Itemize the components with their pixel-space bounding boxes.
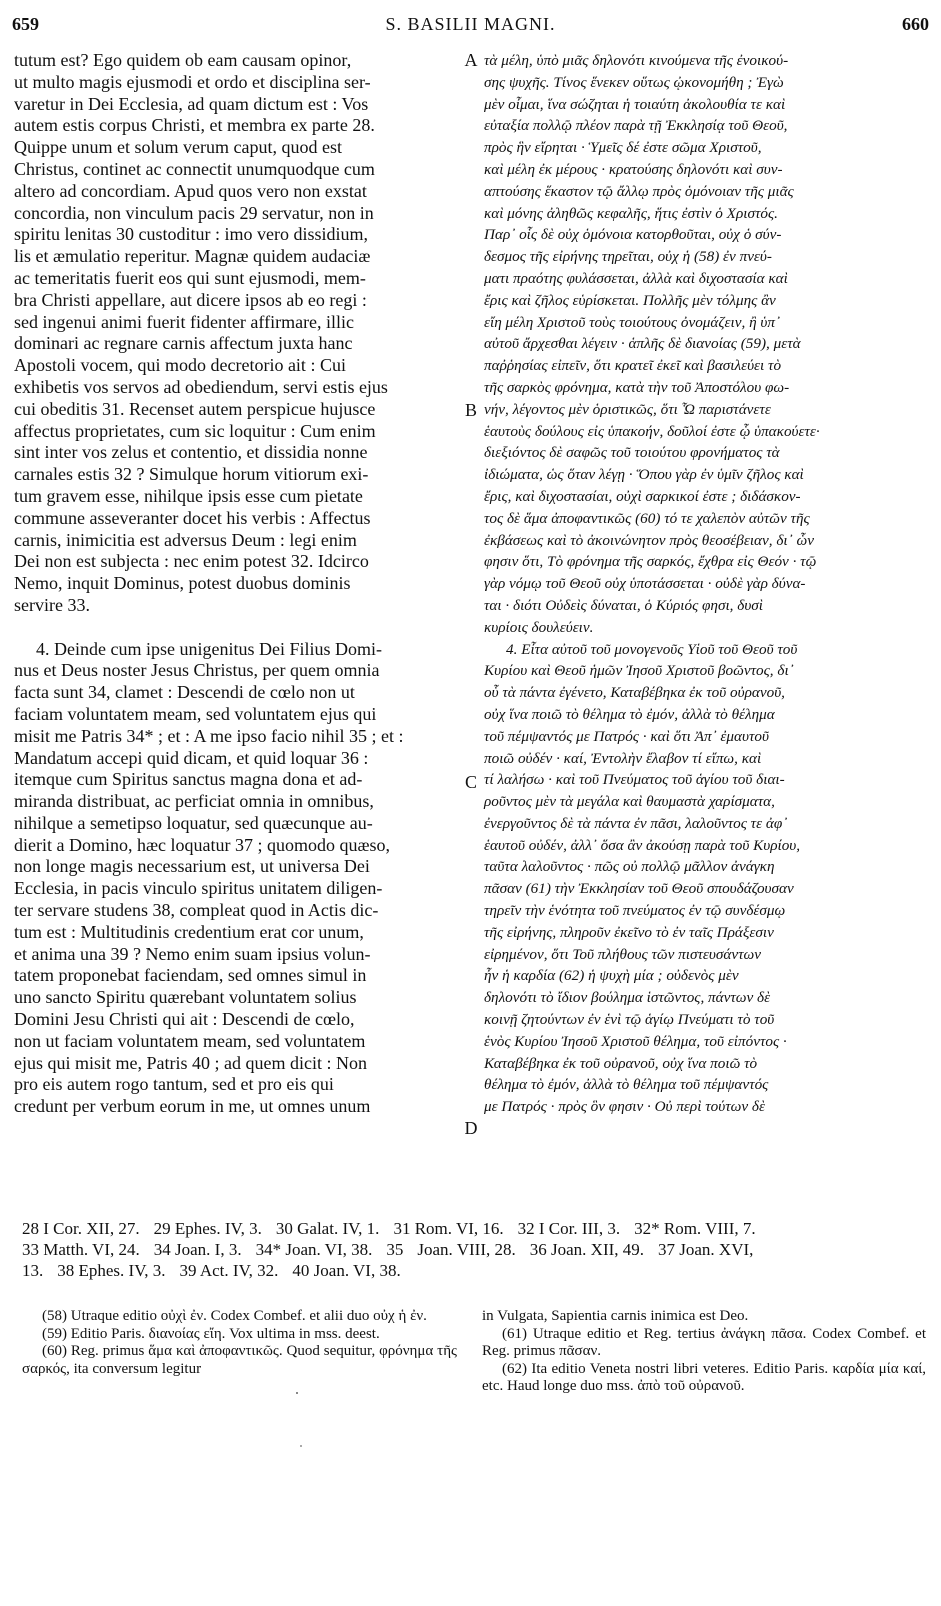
- latin-text-line: ac temeritatis fuerit eos qui sunt ejusmodi, mem-: [14, 267, 366, 288]
- latin-text-line: Dei non est subjecta : nec enim potest 32. Idcirco: [14, 551, 369, 572]
- footnote-reference: 34 Joan. I, 3.: [153, 1240, 242, 1259]
- latin-text-line: et anima una 39 ? Nemo enim suam ipsius volun-: [14, 943, 371, 964]
- latin-text-line: ut multo magis ejusmodi et ordo et disciplina ser-: [14, 71, 371, 92]
- latin-text-line: miranda distribuat, ac perficiat omnia in omnibus,: [14, 791, 374, 812]
- greek-text-line: τος δὲ ἅμα ἀποφαντικῶς (60) τό τε χαλεπὸν αὐτῶν τῆς: [484, 509, 810, 527]
- column-marker-d: D: [464, 1118, 478, 1138]
- greek-text-line: απτούσης ἕκαστον τῷ ἄλλῳ πρὸς ὁμόνοιαν τῆς μιᾶς: [484, 182, 794, 200]
- greek-text-line: ποιῶ οὐδέν · καί, Ἐντολὴν ἔλαβον τί εἴπω, καὶ: [484, 749, 762, 767]
- latin-text-line: uno sancto Spiritu quærebant voluntatem solius: [14, 987, 357, 1008]
- latin-text-line: misit me Patris 34* ; et : A me ipso facio nihil 35 ; et :: [14, 725, 404, 746]
- page-number-right: 660: [902, 14, 929, 34]
- greek-text-line: οὐχ ἵνα ποιῶ τὸ θέλημα τὸ ἐμόν, ἀλλὰ τὸ θέλημα: [484, 705, 775, 723]
- latin-text-line: spiritu lenitas 30 custoditur : imo vero dissidium,: [14, 224, 368, 245]
- latin-text-line: non longe magis necessarium est, ut universa Dei: [14, 856, 370, 877]
- latin-text-line: dominari ac regnare carnis affectum juxta hanc: [14, 333, 353, 354]
- greek-text-line: τί λαλήσω · καὶ τοῦ Πνεύματος τοῦ ἁγίου τοῦ διαι-: [484, 771, 785, 789]
- greek-text-line: τοῦ πέμψαντός με Πατρός · καὶ ὅτι Ἀπ᾽ ἐμαυτοῦ: [484, 727, 769, 745]
- footnote-reference: Joan. VIII, 28.: [417, 1240, 516, 1259]
- greek-text-line: εἴη μέλη Χριστοῦ τοὺς τοιούτους ὀνομάζειν, ἢ ὑπ᾽: [484, 313, 781, 331]
- latin-text-line: lis et æmulatio reperitur. Magnæ quidem audaciæ: [14, 246, 371, 267]
- latin-text-line: varetur in Dei Ecclesia, ad quam dictum est : Vos: [14, 93, 369, 114]
- column-marker-a: A: [464, 50, 478, 70]
- greek-text-line: παῤῥησίας εἰπεῖν, ὅτι κρατεῖ ἐκεῖ καὶ βασιλεύει τὸ: [484, 357, 782, 375]
- greek-text-line: γὰρ νόμῳ τοῦ Θεοῦ οὐχ ὑποτάσσεται · οὐδὲ γὰρ δύνα-: [484, 575, 806, 593]
- latin-text-line: sint inter vos zelus et contentio, et dissidia nonne: [14, 442, 368, 463]
- greek-text-line: ἔρις καὶ ζῆλος εὑρίσκεται. Πολλῆς μὲν τόλμης ἂν: [484, 291, 776, 309]
- latin-text-line: tum gravem esse, nihilque ipsis esse cum pietate: [14, 485, 363, 506]
- greek-text-line: διεξιόντος δὲ σαφῶς τοῦ τοιούτου φρονήματος τὰ: [484, 444, 780, 462]
- footnote-reference: 29 Ephes. IV, 3.: [153, 1219, 262, 1238]
- latin-text-line: Mandatum accepi quid dicam, et quid loquar 36 :: [14, 747, 369, 768]
- latin-text-line: ter servare studens 38, compleat quod in Actis dic-: [14, 900, 379, 921]
- footnote-row: [22, 1239, 929, 1260]
- greek-text-line: τὰ μέλη, ὑπὸ μιᾶς δηλονότι κινούμενα τῆς ἐνοικού-: [484, 52, 789, 69]
- greek-text-line: κοινῇ ζητούντων ἐν ἑνὶ τῷ ἁγίῳ Πνεύματι τὸ τοῦ: [484, 1011, 775, 1029]
- footnote-reference: 33 Matth. VI, 24.: [22, 1240, 140, 1259]
- latin-text-line: Apostoli vocem, qui modo decretorio ait : Cui: [14, 355, 346, 376]
- greek-text-line: πᾶσαν (61) τὴν Ἐκκλησίαν τοῦ Θεοῦ σπουδάζουσαν: [484, 880, 794, 898]
- latin-text-line: non ut faciam voluntatem meam, sed voluntatem: [14, 1030, 366, 1051]
- critical-note: (60) Reg. primus ἅμα καὶ ἀποφαντικῶς. Quod sequitur, φρόνημα τῆς σαρκός, ita conversum legitur: [22, 1343, 457, 1377]
- latin-text-line: facta sunt 34, clamet : Descendi de cœlo non ut: [14, 682, 355, 703]
- footnote-row: [22, 1218, 929, 1239]
- greek-text-line: ἔρις, καὶ διχοστασίαι, οὐχὶ σαρκικοί ἐστε ; διδάσκον-: [484, 487, 801, 505]
- footnote-reference: 32 I Cor. III, 3.: [517, 1219, 621, 1238]
- latin-text-line: Christus, continet ac connectit unumquodque cum: [14, 158, 375, 179]
- footnote-reference: 31 Rom. VI, 16.: [393, 1219, 504, 1238]
- critical-note: (62) Ita editio Veneta nostri libri veteres. Editio Paris. καρδία μία καί, etc. Haud longe duo mss. ἀπὸ τοῦ οὐρανοῦ.: [482, 1360, 926, 1394]
- latin-text-line: tutum est? Ego quidem ob eam causam opinor,: [14, 50, 352, 70]
- latin-text-line: autem estis corpus Christi, et membra ex parte 28.: [14, 115, 375, 136]
- latin-text-line: servire 33.: [14, 594, 90, 615]
- greek-text-line: ἑνὸς Κυρίου Ἰησοῦ Χριστοῦ θέλημα, τοῦ εἰπόντος ·: [484, 1032, 787, 1050]
- latin-text-line: affectus proprietates, cum sic loquitur : Cum enim: [14, 420, 376, 441]
- greek-text-line: καὶ μόνης ἀληθῶς κεφαλῆς, ἥτις ἐστὶν ὁ Χριστός.: [484, 204, 778, 222]
- latin-text-line: Quippe unum et solum verum caput, quod est: [14, 137, 342, 158]
- latin-text-line: tum est : Multitudinis credentium erat cor unum,: [14, 921, 364, 942]
- footnote-reference: 30 Galat. IV, 1.: [275, 1219, 380, 1238]
- greek-text-line: κυρίοις δουλεύειν.: [484, 618, 594, 636]
- greek-text-line: δεσμος τῆς εἰρήνης τηρεῖται, οὐχ ἡ (58) ἐν πνεύ-: [484, 248, 772, 266]
- latin-text-line: credunt per verbum eorum in me, ut omnes unum: [14, 1096, 371, 1117]
- greek-text-line: εὐταξία πολλῷ πλέον παρὰ τῇ Ἐκκλησίᾳ τοῦ Θεοῦ,: [484, 117, 788, 135]
- footnote-reference: 40 Joan. VI, 38.: [292, 1261, 401, 1280]
- latin-text-line: Domini Jesu Christi qui ait : Descendi de cœlo,: [14, 1009, 355, 1030]
- latin-text-line: cui obeditis 31. Recenset autem perspicue hujusce: [14, 398, 376, 419]
- footnote-reference: 34* Joan. VI, 38.: [255, 1240, 373, 1259]
- critical-notes-right: [482, 1308, 926, 1396]
- footnote-reference: 39 Act. IV, 32.: [179, 1261, 279, 1280]
- greek-text-line: φησιν ὅτι, Τὸ φρόνημα τῆς σαρκός, ἔχθρα εἰς Θεόν · τῷ: [484, 553, 817, 571]
- greek-text-line: τηρεῖν τὴν ἑνότητα τοῦ πνεύματος ἐν τῷ συνδέσμῳ: [484, 902, 786, 920]
- greek-text-line: ματι πραότης φυλάσσεται, ἀλλὰ καὶ διχοστασία καὶ: [484, 269, 788, 287]
- latin-text-line: altero ad concordiam. Apud quos vero non exstat: [14, 180, 367, 201]
- latin-text-line: Ecclesia, in pacis vinculo spiritus unitatem diligen-: [14, 878, 383, 899]
- greek-text-line: με Πατρός · πρὸς ὃν φησιν · Οὐ περὶ τούτων δὲ: [484, 1098, 765, 1116]
- latin-text-line: ejus qui misit me, Patris 40 ; ad quem dicit : Non: [14, 1052, 367, 1073]
- greek-text-line: ἑαυτοὺς δούλους εἰς ὑπακοήν, δοῦλοί ἐστε ᾧ ὑπακούετε·: [484, 422, 820, 440]
- critical-notes-left: [22, 1308, 457, 1378]
- page-number-left: 659: [12, 14, 39, 34]
- critical-note: (61) Utraque editio et Reg. tertius ἀνάγκη πᾶσα. Codex Combef. et Reg. primus πᾶσαν.: [482, 1325, 926, 1359]
- latin-text-line: 4. Deinde cum ipse unigenitus Dei Filius Domi-: [36, 638, 382, 659]
- critical-note: (58) Utraque editio οὐχὶ ἐν. Codex Combef. et alii duo οὐχ ἡ ἐν.: [42, 1308, 427, 1324]
- greek-text-line: ἐνεργοῦντος δὲ τὰ πάντα ἐν πᾶσι, λαλοῦντος τε ἀφ᾽: [484, 814, 788, 832]
- greek-text-line: καὶ μέλη ἐκ μέρους · κρατούσης δηλονότι καὶ συν-: [484, 160, 783, 178]
- latin-text-line: itemque cum Spiritus sanctus magna dona et ad-: [14, 769, 363, 790]
- greek-text-line: τῆς σαρκὸς φρόνημα, κατὰ τὴν τοῦ Ἀποστόλου φω-: [484, 378, 790, 396]
- greek-text-line: δηλονότι τὸ ἴδιον βούλημα ἱστῶντος, πάντων δὲ: [484, 989, 771, 1007]
- greek-text-line: ροῦντος μὲν τὰ μεγάλα καὶ θαυμαστὰ χαρίσματα,: [484, 793, 775, 811]
- greek-text-line: Κυρίου καὶ Θεοῦ ἡμῶν Ἰησοῦ Χριστοῦ βοῶντος, δι᾽: [484, 662, 794, 680]
- footnote-row: [22, 1260, 929, 1281]
- footnote-reference: 32* Rom. VIII, 7.: [634, 1219, 756, 1238]
- critical-note: (59) Editio Paris. διανοίας εἴη. Vox ultima in mss. deest.: [42, 1325, 380, 1342]
- footnote-reference: 28 I Cor. XII, 27.: [22, 1219, 140, 1238]
- footnote-reference: 38 Ephes. IV, 3.: [57, 1261, 166, 1280]
- scan-speck: [296, 1392, 298, 1394]
- footnote-reference: 13.: [22, 1261, 44, 1280]
- latin-text-line: commune asseveranter docet his verbis : Affectus: [14, 507, 371, 528]
- greek-text-line: νήν, λέγοντος μὲν ὁριστικῶς, ὅτι Ὧ παριστάνετε: [484, 400, 771, 418]
- latin-text-line: tatem proponebat faciendam, sed omnes simul in: [14, 965, 367, 986]
- latin-text-line: bra Christi appellare, aut dicere ipsos ab eo regi :: [14, 289, 367, 310]
- latin-text-line: sed ingenui animi fuerit fidenter affirmare, illic: [14, 311, 355, 332]
- greek-text-line: σης ψυχῆς. Τίνος ἕνεκεν οὕτως ᾠκονομήθη ; Ἐγὼ: [484, 73, 784, 91]
- latin-text-line: [14, 617, 463, 639]
- latin-column: [14, 50, 463, 1118]
- greek-text-line: ταῦτα λαλοῦντος · πῶς οὐ πολλῷ μᾶλλον ἀνάγκη: [484, 858, 775, 876]
- footnote-reference: 35: [386, 1240, 404, 1259]
- greek-text-line: εἰρημένον, ὅτι Τοῦ πλήθους τῶν πιστευσάντων: [484, 945, 761, 963]
- greek-text-line: ἦν ἡ καρδία (62) ἡ ψυχὴ μία ; οὐδενὸς μὲν: [484, 967, 739, 985]
- latin-text-line: pro eis autem rogo tantum, sed et pro eis qui: [14, 1074, 334, 1095]
- greek-text-line: ται · διότι Οὐδεὶς δύναται, ὁ Κύριός φησι, δυσὶ: [484, 596, 764, 614]
- footnote-references: [22, 1218, 929, 1281]
- latin-text-line: faciam voluntatem meam, sed voluntatem ejus qui: [14, 703, 377, 724]
- greek-text-line: τῆς εἰρήνης, πληροῦν ἐκεῖνο τὸ ἐν ταῖς Πράξεσιν: [484, 923, 774, 941]
- latin-text-line: nus et Deus noster Jesus Christus, per quem omnia: [14, 660, 380, 681]
- latin-text-line: nihilque a semetipso loquatur, sed quæcunque au-: [14, 812, 373, 833]
- running-title: S. BASILII MAGNI.: [385, 14, 556, 34]
- greek-text-line: 4. Εἶτα αὐτοῦ τοῦ μονογενοῦς Υἱοῦ τοῦ Θεοῦ τοῦ: [506, 640, 798, 658]
- greek-text-line: θέλημα τὸ ἐμόν, ἀλλὰ τὸ θέλημα τοῦ πέμψαντός: [484, 1076, 769, 1094]
- greek-text-line: ἰδιώματα, ὡς ὅταν λέγῃ · Ὅπου γὰρ ἐν ὑμῖν ζῆλος καὶ: [484, 466, 804, 484]
- running-header: [12, 14, 929, 44]
- latin-text-line: carnales estis 32 ? Simulque horum vitiorum exi-: [14, 464, 369, 485]
- greek-text-line: οὗ τὰ πάντα ἐγένετο, Καταβέβηκα ἐκ τοῦ οὐρανοῦ,: [484, 684, 785, 702]
- latin-text-line: concordia, non vinculum pacis 29 servatur, non in: [14, 202, 374, 223]
- latin-text-line: carnis, inimicitia est adversus Deum : legi enim: [14, 529, 357, 550]
- greek-text-line: μὲν οἶμαι, ἵνα σώζηται ἡ τοιαύτη ἀκολουθία τε καὶ: [484, 95, 786, 113]
- greek-column: [484, 50, 928, 1118]
- scan-speck: [300, 1445, 302, 1447]
- latin-text-line: exhibetis vos servos ad obediendum, servi estis ejus: [14, 376, 388, 397]
- greek-text-line: ἐκβάσεως καὶ τὸ ἀκοινώνητον πρὸς θεοσέβειαν, δι᾽ ὧν: [484, 531, 814, 549]
- greek-text-line: πρὸς ἣν εἴρηται · Ὑμεῖς δέ ἐστε σῶμα Χριστοῦ,: [484, 139, 762, 157]
- footnote-reference: 36 Joan. XII, 49.: [529, 1240, 645, 1259]
- greek-text-line: Καταβέβηκα ἐκ τοῦ οὐρανοῦ, οὐχ ἵνα ποιῶ τὸ: [484, 1054, 758, 1072]
- critical-note: in Vulgata, Sapientia carnis inimica est Deo.: [482, 1308, 749, 1324]
- footnote-reference: 37 Joan. XVI,: [658, 1240, 754, 1259]
- column-marker-b: B: [464, 400, 477, 420]
- greek-text-line: ἑαυτοῦ οὐδέν, ἀλλ᾽ ὅσα ἂν ἀκούσῃ παρὰ τοῦ Κυρίου,: [484, 836, 801, 854]
- greek-text-line: Παρ᾽ οἷς δὲ οὐχ ὁμόνοια κατορθοῦται, οὐχ ὁ σύν-: [484, 226, 782, 244]
- latin-text-line: dierit a Domino, hæc loquatur 37 ; quomodo quæso,: [14, 834, 390, 855]
- latin-text-line: Nemo, inquit Dominus, potest duobus dominis: [14, 573, 351, 594]
- column-marker-c: C: [464, 772, 477, 792]
- greek-text-line: αὐτοῦ ἄρχεσθαι λέγειν · ἁπλῆς δὲ διανοίας (59), μετὰ: [484, 335, 801, 353]
